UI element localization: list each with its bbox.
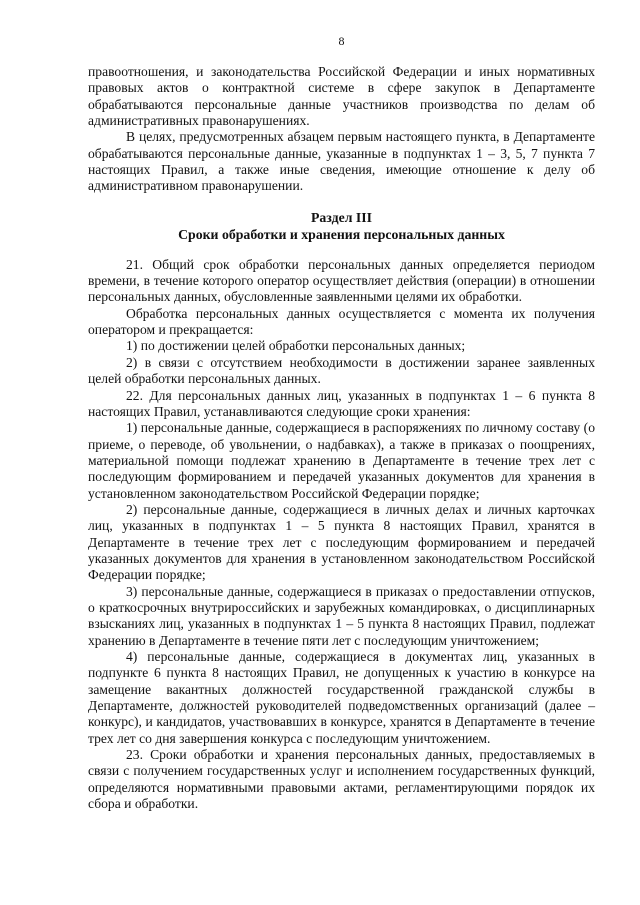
- section-heading: [88, 209, 595, 243]
- list-item: 2) в связи с отсутствием необходимости в достижении заранее заявленных целей обработки персональных данных.: [88, 354, 595, 387]
- continuation-paragraph: правоотношения, и законодательства Российской Федерации и иных нормативных правовых актов о контрактной системе в сфере закупок в Департаменте обрабатываются персональные данные участников производства по делам об административных правонарушениях.: [88, 64, 595, 129]
- continuation-paragraph: В целях, предусмотренных абзацем первым настоящего пункта, в Департаменте обрабатываются персональные данные, указанные в подпунктах 1 – 3, 5, 7 пункта 7 настоящих Правил, а также иные сведения, имеющие отношение к делу об административном правонарушении.: [88, 129, 595, 194]
- list-item: 4) персональные данные, содержащиеся в документах лиц, указанных в подпункте 6 пункта 8 настоящих Правил, не допущенных к участию в конкурсе на замещение вакантных должностей государственной гражданской службы в Департаменте, должностей руководителей подведомственных организаций (далее – конкурс), и кандидатов, участвовавших в конкурсе, хранятся в Департаменте в течение трех лет со дня завершения конкурса с последующим уничтожением.: [88, 649, 595, 746]
- list-item: 1) персональные данные, содержащиеся в распоряжениях по личному составу (о приеме, о переводе, об увольнении, о надбавках), а также в приказах о поощрениях, материальной помощи подлежат хранению в Департаменте в течение трех лет с последующим формированием и передачей указанных документов для хранения в установленном законодательством Российской Федерации порядке;: [88, 420, 595, 501]
- section-number: Раздел III: [310, 209, 373, 225]
- paragraph-22: 22. Для персональных данных лиц, указанных в подпунктах 1 – 6 пункта 8 настоящих Правил, устанавливаются следующие сроки хранения:: [88, 387, 595, 419]
- list-item: 1) по достижении целей обработки персональных данных;: [126, 338, 466, 354]
- list-item: 2) персональные данные, содержащиеся в личных делах и личных карточках лиц, указанных в подпунктах 1 – 5 пункта 8 настоящих Правил, хранятся в Департаменте в течение трех лет с последующим формированием и передачей указанных документов для хранения в установленном законодательством Российской Федерации порядке;: [88, 501, 595, 583]
- paragraph-21: 21. Общий срок обработки персональных данных определяется периодом времени, в течение которого оператор осуществляет действия (операции) в отношении персональных данных, обусловленные заявленными целями их обработки.: [88, 256, 595, 305]
- paragraph: Обработка персональных данных осуществляется с момента их получения оператором и прекращается:: [88, 305, 595, 338]
- page-number: 8: [338, 34, 345, 48]
- list-item: 3) персональные данные, содержащиеся в приказах о предоставлении отпусков, о краткосрочных внутрироссийских и зарубежных командировках, о дисциплинарных взысканиях лиц, указанных в подпунктах 1 – 5 пункта 8 настоящих Правил, подлежат хранению в Департаменте в течение пяти лет с последующим уничтожением;: [88, 583, 595, 648]
- paragraph-23: 23. Сроки обработки и хранения персональных данных, предоставляемых в связи с получением государственных услуг и исполнением государственных функций, определяются нормативными правовыми актами, регламентирующими порядок их сбора и обработки.: [88, 747, 595, 812]
- document-page: [88, 34, 595, 812]
- section-title: Сроки обработки и хранения персональных данных: [178, 226, 505, 242]
